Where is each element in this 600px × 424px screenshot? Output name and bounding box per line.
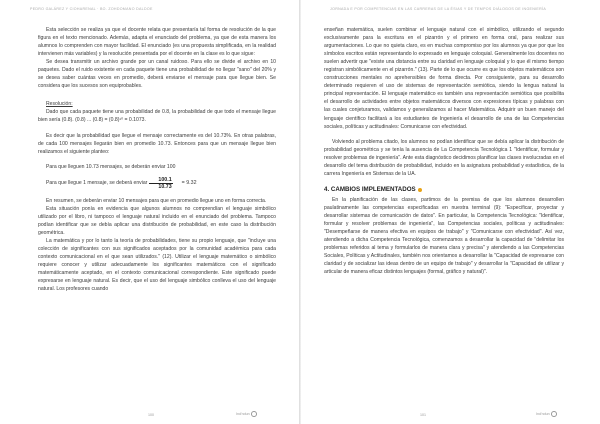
page-number: 100 — [148, 413, 154, 417]
paragraph: Para que lleguen 10.73 mensajes, se deberán enviar 100 — [46, 163, 176, 170]
paragraph: Dado que cada paquete tiene una probabilidad de 0.8, la probabilidad de que todo el mensaje llegue bien sería (0.8). (0.8) ... (0.8) = (0.8)¹⁰ = 0.1073. — [38, 109, 276, 124]
right-page — [300, 0, 600, 424]
paragraph: Es decir que la probabilidad que llegue el mensaje correctamente es del 10.73%. En otras palabras, de cada 100 mensajes llegarán bien en promedio 10.73. Entonces para que un mensaje llegue bien realizamos el siguiente planteo: — [38, 132, 276, 155]
fraction-denominator: 10.73 — [158, 183, 172, 190]
footer-brand — [536, 411, 557, 417]
fraction-numerator: 100.1 — [149, 177, 172, 184]
page-number: 101 — [420, 413, 426, 417]
brand-logo-icon — [251, 411, 257, 417]
fraction-result: = 9.32 — [181, 180, 197, 187]
resolution-label: Resolución: — [46, 101, 73, 108]
paragraph: Se desea transmitir un archivo grande por un canal ruidoso. Para ello se divide el archivo en 10 paquetes. Dado el ruido existente en cada paquete tiene una probabilidad de no llegar "sano" del 20% y se desea saber cuántas veces en promedio, deberá enviarse el mensaje para que llegue bien. Se considera que los sucesos son equiprobables. — [38, 59, 276, 90]
paragraph: Esta situación ponía en evidencia que algunos alumnos no comprendían el lenguaje simbólico utilizado por el libro, ni tampoco el lenguaje natural incluido en el enunciado del problema. Tampoco podían identificar que se debía aplicar una distribución de probabilidad, en este caso la distribución geométrica. — [38, 205, 276, 236]
paragraph: Volviendo al problema citado, los alumnos no podían identificar que se debía aplicar la distribución de probabilidad geométrica y se tenía la ausencia de La Competencia Tecnológica 1 "Identificar, formular y resolver problemas de ingeniería". Ante esta diagnóstico decidimos planificar las clases involucradas en el desarrollo del tema distribución de probabilidad, incluido en la asignatura probabilidad y estadística, de la carrera Ingeniería en Sistemas de la UA. — [324, 138, 564, 177]
section-heading — [324, 186, 564, 194]
running-head: JORNADA E POR COMPETENCIAS EN LAS CARRERAS DE LA ÉSIAS Y DE TEMPOS DIÁLOGOS DE INGENIERÍA — [330, 7, 547, 11]
paragraph: Esta selección se realiza ya que el docente relata que presentaría tal forma de resolución de la que figura en el texto mencionado. Además, adapta el enunciado del problema, ya que de esta manera los alumnos lo comprenden con mayor facilidad. El enunciado (es una propuesta simplificada, en la realidad intervienen más variables) y la resolución presentada por el docente en la clase es lo que sigue: — [38, 27, 276, 58]
paragraph: En la planificación de las clases, partimos de la premisa de que los alumnos desarrollen paulatinamente las competencias especificadas en nuestra terminal (9): "Especificar, proyectar y desarrollar sistemas de comunicación de datos". En particular, la Competencia Tecnológica: "Identificar, formular y resolver problemas de ingeniería", las Competencias sociales, políticas y actitudinales: "Desempeñarse de manera efectiva en equipos de trabajo" y "Comunicarse con efectividad". Así vez, atendiendo a dicha Competencia Tecnológica, comenzamos a desarrollar la capacidad de "delimitar los problemas referidos al tema y formularlos de manera clara y precisa" y atendiendo a las Competencias Sociales, Políticas y Actitudinales, también nos orientamos a desarrollar la "Capacidad de expresarse con claridad y de socializar las ideas dentro de un equipo de trabajo" y desarrollar la "Capacidad de utilizar y articular de manera eficaz distintos lenguajes (formal, gráfico y natural)". — [324, 196, 564, 276]
right-body-text — [324, 26, 564, 276]
fraction-line — [38, 177, 276, 190]
footer-brand-text: Ind'ndun — [536, 412, 550, 417]
paragraph: La matemática y por lo tanto la teoría de probabilidades, tiene su propio lenguaje, que "incluye una colección de significantes con sus significados aceptados por la comunidad académica para cada contexto comunicacional en el que sean utilizados." (12). Utilizar el lenguaje matemático o simbólico requiere conocer y utilizar adecuadamente los significantes matemáticos con el significado matemáticamente aceptado, en el contexto comunicacional correspondiente. Este significado puede expresarse en lenguaje natural. Es decir, que el uso del lenguaje simbólico conlleva el uso del lenguaje natural. Los profesores cuando — [38, 237, 276, 293]
paragraph: En resumen, se deberán enviar 10 mensajes para que en promedio llegue uno en forma correcta. — [46, 197, 267, 204]
section-heading-text: 4. CAMBIOS IMPLEMENTADOS — [324, 185, 416, 193]
footer-brand-text: Ind'ndun — [236, 412, 250, 417]
paragraph: enseñan matemática, suelen combinar el lenguaje natural con el simbólico, utilizando el segundo exclusivamente para la escritura en el pizarrón y el primero en forma oral, para realizar sus argumentaciones. Lo que no quieta claro, es en muchas compromiso por los alumnos ya que por que los símbolos escritos están representando lo expresado en lenguaje coloquial. Generalmente los docentes no suelen advertir que "existe una distancia entre su claridad en lenguaje coloquial y lo que él mismo tiempo registran simbólicamente en el pizarrón." (13). Parte de lo que ocurre es que los objetos matemáticos son construcciones mentales no aprehensibles de forma directa. Por consiguiente, para su desarrollo determinado requieren el uso de sistemas de representación semiótica, siendo la lengua natural la principal representación. El lenguaje matemático es también una representación semiótica que posibilita el desarrollo de actividades entre objetos matemáticos diversos con expresiones típicas y palabras con las cuales conjeturamos, validamos y generalizamos al hacer Matemática. Adquirir un buen manejo del lenguaje científico facilitará a los estudiantes de Ingeniería el desarrollo de una de las Competencias sociales, políticas y actitudinales: Comunicarse con efectividad. — [324, 27, 564, 130]
footer-brand — [236, 411, 257, 417]
fraction — [149, 177, 172, 190]
brand-logo-icon — [551, 411, 557, 417]
left-body-text — [38, 26, 276, 293]
heading-bullet-icon — [418, 188, 423, 193]
running-head: PEDRO GALÁREZ Y CIOHARENAL · BO. ZOHDOMANO DALDOE — [30, 7, 153, 11]
fraction-lead-text: Para que llegue 1 mensaje, se deberá enviar — [46, 180, 148, 187]
